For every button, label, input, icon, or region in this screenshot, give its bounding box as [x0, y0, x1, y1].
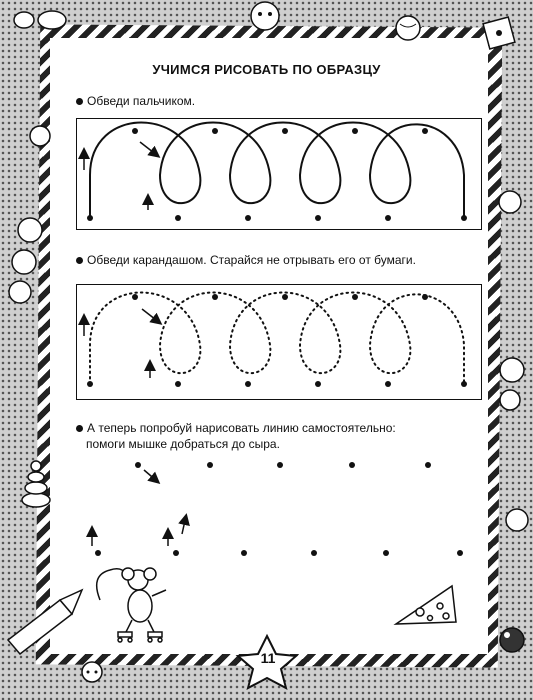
task-2-dots [87, 294, 467, 387]
task-3-text-line1: А теперь попробуй нарисовать линию самостоятельно: [87, 421, 396, 435]
task-2-loops [90, 293, 464, 385]
task-1-loops [90, 123, 464, 219]
cheese-icon [396, 586, 456, 624]
task-3-text-line2: помоги мышке добраться до сыра. [86, 437, 280, 451]
task-1-text: Обведи пальчиком. [87, 94, 196, 108]
task-2-text: Обведи карандашом. Старайся не отрывать его от бумаги. [87, 253, 416, 267]
page-title: УЧИМСЯ РИСОВАТЬ ПО ОБРАЗЦУ [152, 62, 381, 77]
page-number: 11 [260, 650, 276, 666]
mouse-icon [97, 568, 166, 642]
task-3-arrows [92, 470, 186, 546]
